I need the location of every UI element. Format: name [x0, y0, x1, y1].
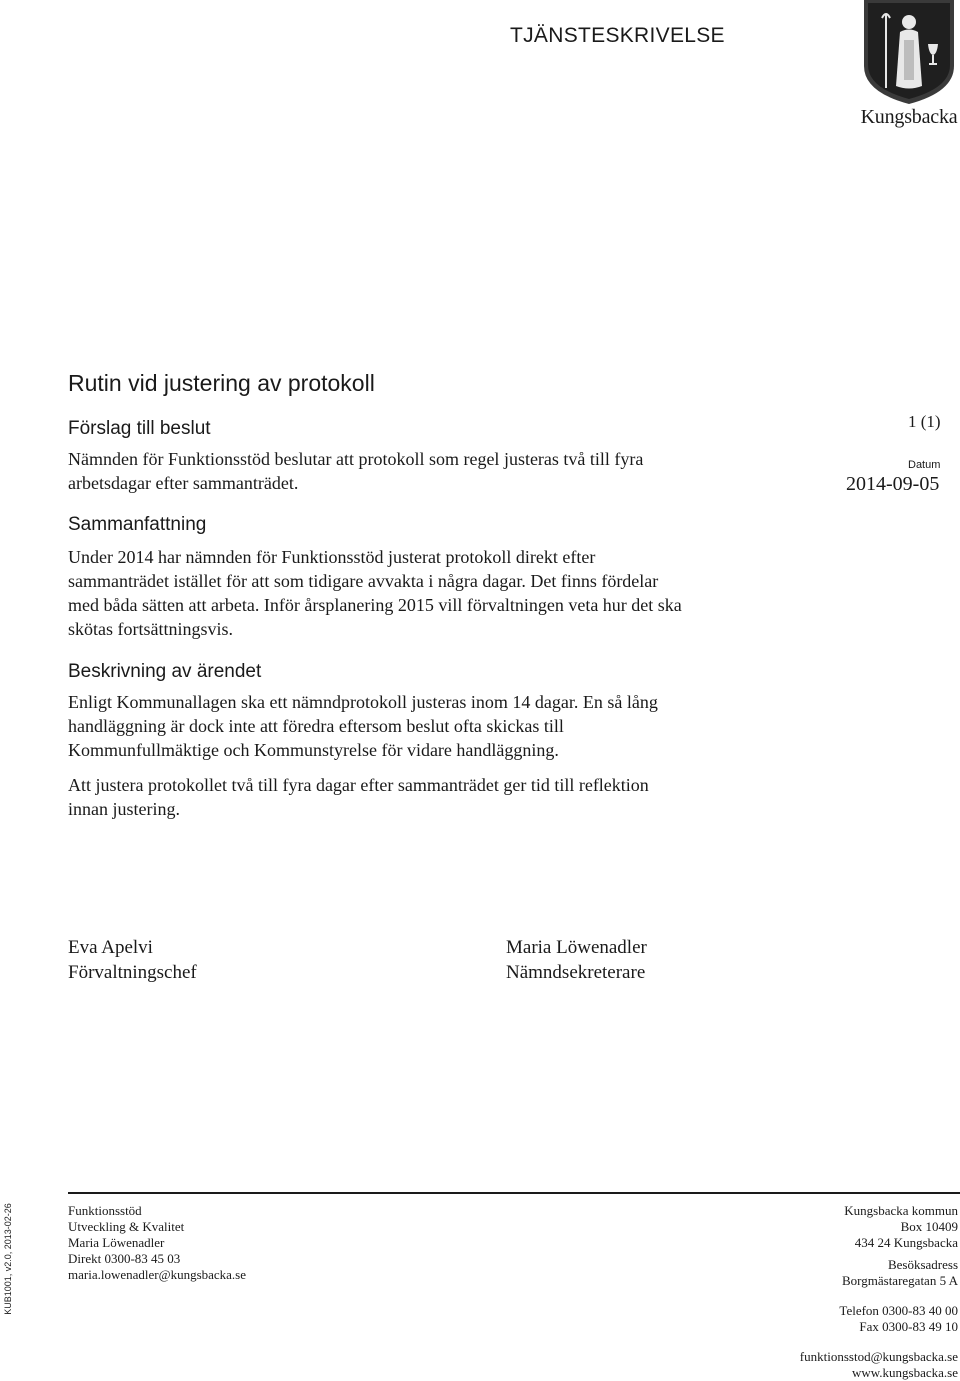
footer-website[interactable]: www.kungsbacka.se	[851, 1365, 958, 1380]
footer-department: Funktionsstöd	[68, 1203, 142, 1218]
description-heading: Beskrivning av ärendet	[68, 661, 262, 682]
footer-visit-label: Besöksadress	[887, 1257, 958, 1272]
text-line: med båda sätten att arbeta. Inför årsplanering 2015 vill förvaltningen veta hur det ska	[68, 595, 682, 615]
signatory-role: Förvaltningschef	[68, 962, 197, 983]
summary-heading: Sammanfattning	[68, 514, 207, 535]
page-number: 1 (1)	[908, 412, 941, 431]
proposal-heading: Förslag till beslut	[68, 418, 211, 439]
signature-block-2	[506, 935, 647, 985]
text-line: Enligt Kommunallagen ska ett nämndprotokoll justeras inom 14 dagar. En så lång	[68, 692, 658, 712]
kungsbacka-logo	[858, 0, 960, 132]
footer-email[interactable]: funktionsstod@kungsbacka.se	[799, 1349, 958, 1364]
date-label: Datum	[908, 459, 941, 471]
footer-organization	[800, 1203, 958, 1381]
text-line: Nämnden för Funktionsstöd beslutar att protokoll som regel justeras två till fyra	[68, 449, 644, 469]
text-line: sammanträdet istället för att som tidigare avvakta i några dagar. Det finns fördelar	[68, 571, 659, 591]
footer-visit-address: Borgmästaregatan 5 A	[841, 1273, 958, 1288]
text-line: skötas fortsättningsvis.	[68, 619, 233, 639]
footer-contact-name: Maria Löwenadler	[68, 1235, 165, 1250]
footer-divider	[68, 1192, 960, 1194]
document-title: Rutin vid justering av protokoll	[68, 370, 375, 396]
signature-block-1	[68, 935, 197, 985]
text-line: Under 2014 har nämnden för Funktionsstöd justerat protokoll direkt efter	[68, 547, 596, 567]
summary-text	[68, 545, 788, 641]
footer-org-name: Kungsbacka kommun	[844, 1203, 958, 1218]
footer-phone: Telefon 0300-83 40 00	[839, 1303, 958, 1318]
footer-postbox: Box 10409	[900, 1219, 958, 1234]
text-line: Att justera protokollet två till fyra dagar efter sammanträdet ger tid till reflektion	[68, 775, 649, 795]
document-type: TJÄNSTESKRIVELSE	[510, 24, 725, 47]
description-paragraph-2	[68, 773, 788, 821]
footer-contact	[68, 1203, 246, 1283]
template-code: KUB1001, v2.0, 2013-02-26	[3, 1203, 13, 1315]
description-paragraph-1	[68, 690, 788, 762]
signatory-name: Maria Löwenadler	[506, 937, 647, 958]
footer-contact-email[interactable]: maria.lowenadler@kungsbacka.se	[68, 1267, 247, 1282]
footer-postal-address: 434 24 Kungsbacka	[854, 1235, 958, 1250]
document-date: 2014-09-05	[846, 473, 940, 495]
proposal-text	[68, 447, 788, 495]
footer-direct-phone: Direkt 0300-83 45 03	[68, 1251, 181, 1266]
signatory-name: Eva Apelvi	[68, 937, 153, 958]
footer-unit: Utveckling & Kvalitet	[68, 1219, 185, 1234]
footer-fax: Fax 0300-83 49 10	[859, 1319, 958, 1334]
text-line: handläggning är dock inte att föredra eftersom beslut ofta skickas till	[68, 716, 564, 736]
text-line: arbetsdagar efter sammanträdet.	[68, 473, 299, 493]
coat-of-arms-icon	[858, 0, 960, 104]
signatory-role: Nämndsekreterare	[506, 962, 646, 983]
text-line: Kommunfullmäktige och Kommunstyrelse för vidare handläggning.	[68, 740, 559, 760]
logo-wordmark: Kungsbacka	[860, 106, 958, 128]
text-line: innan justering.	[68, 799, 180, 819]
